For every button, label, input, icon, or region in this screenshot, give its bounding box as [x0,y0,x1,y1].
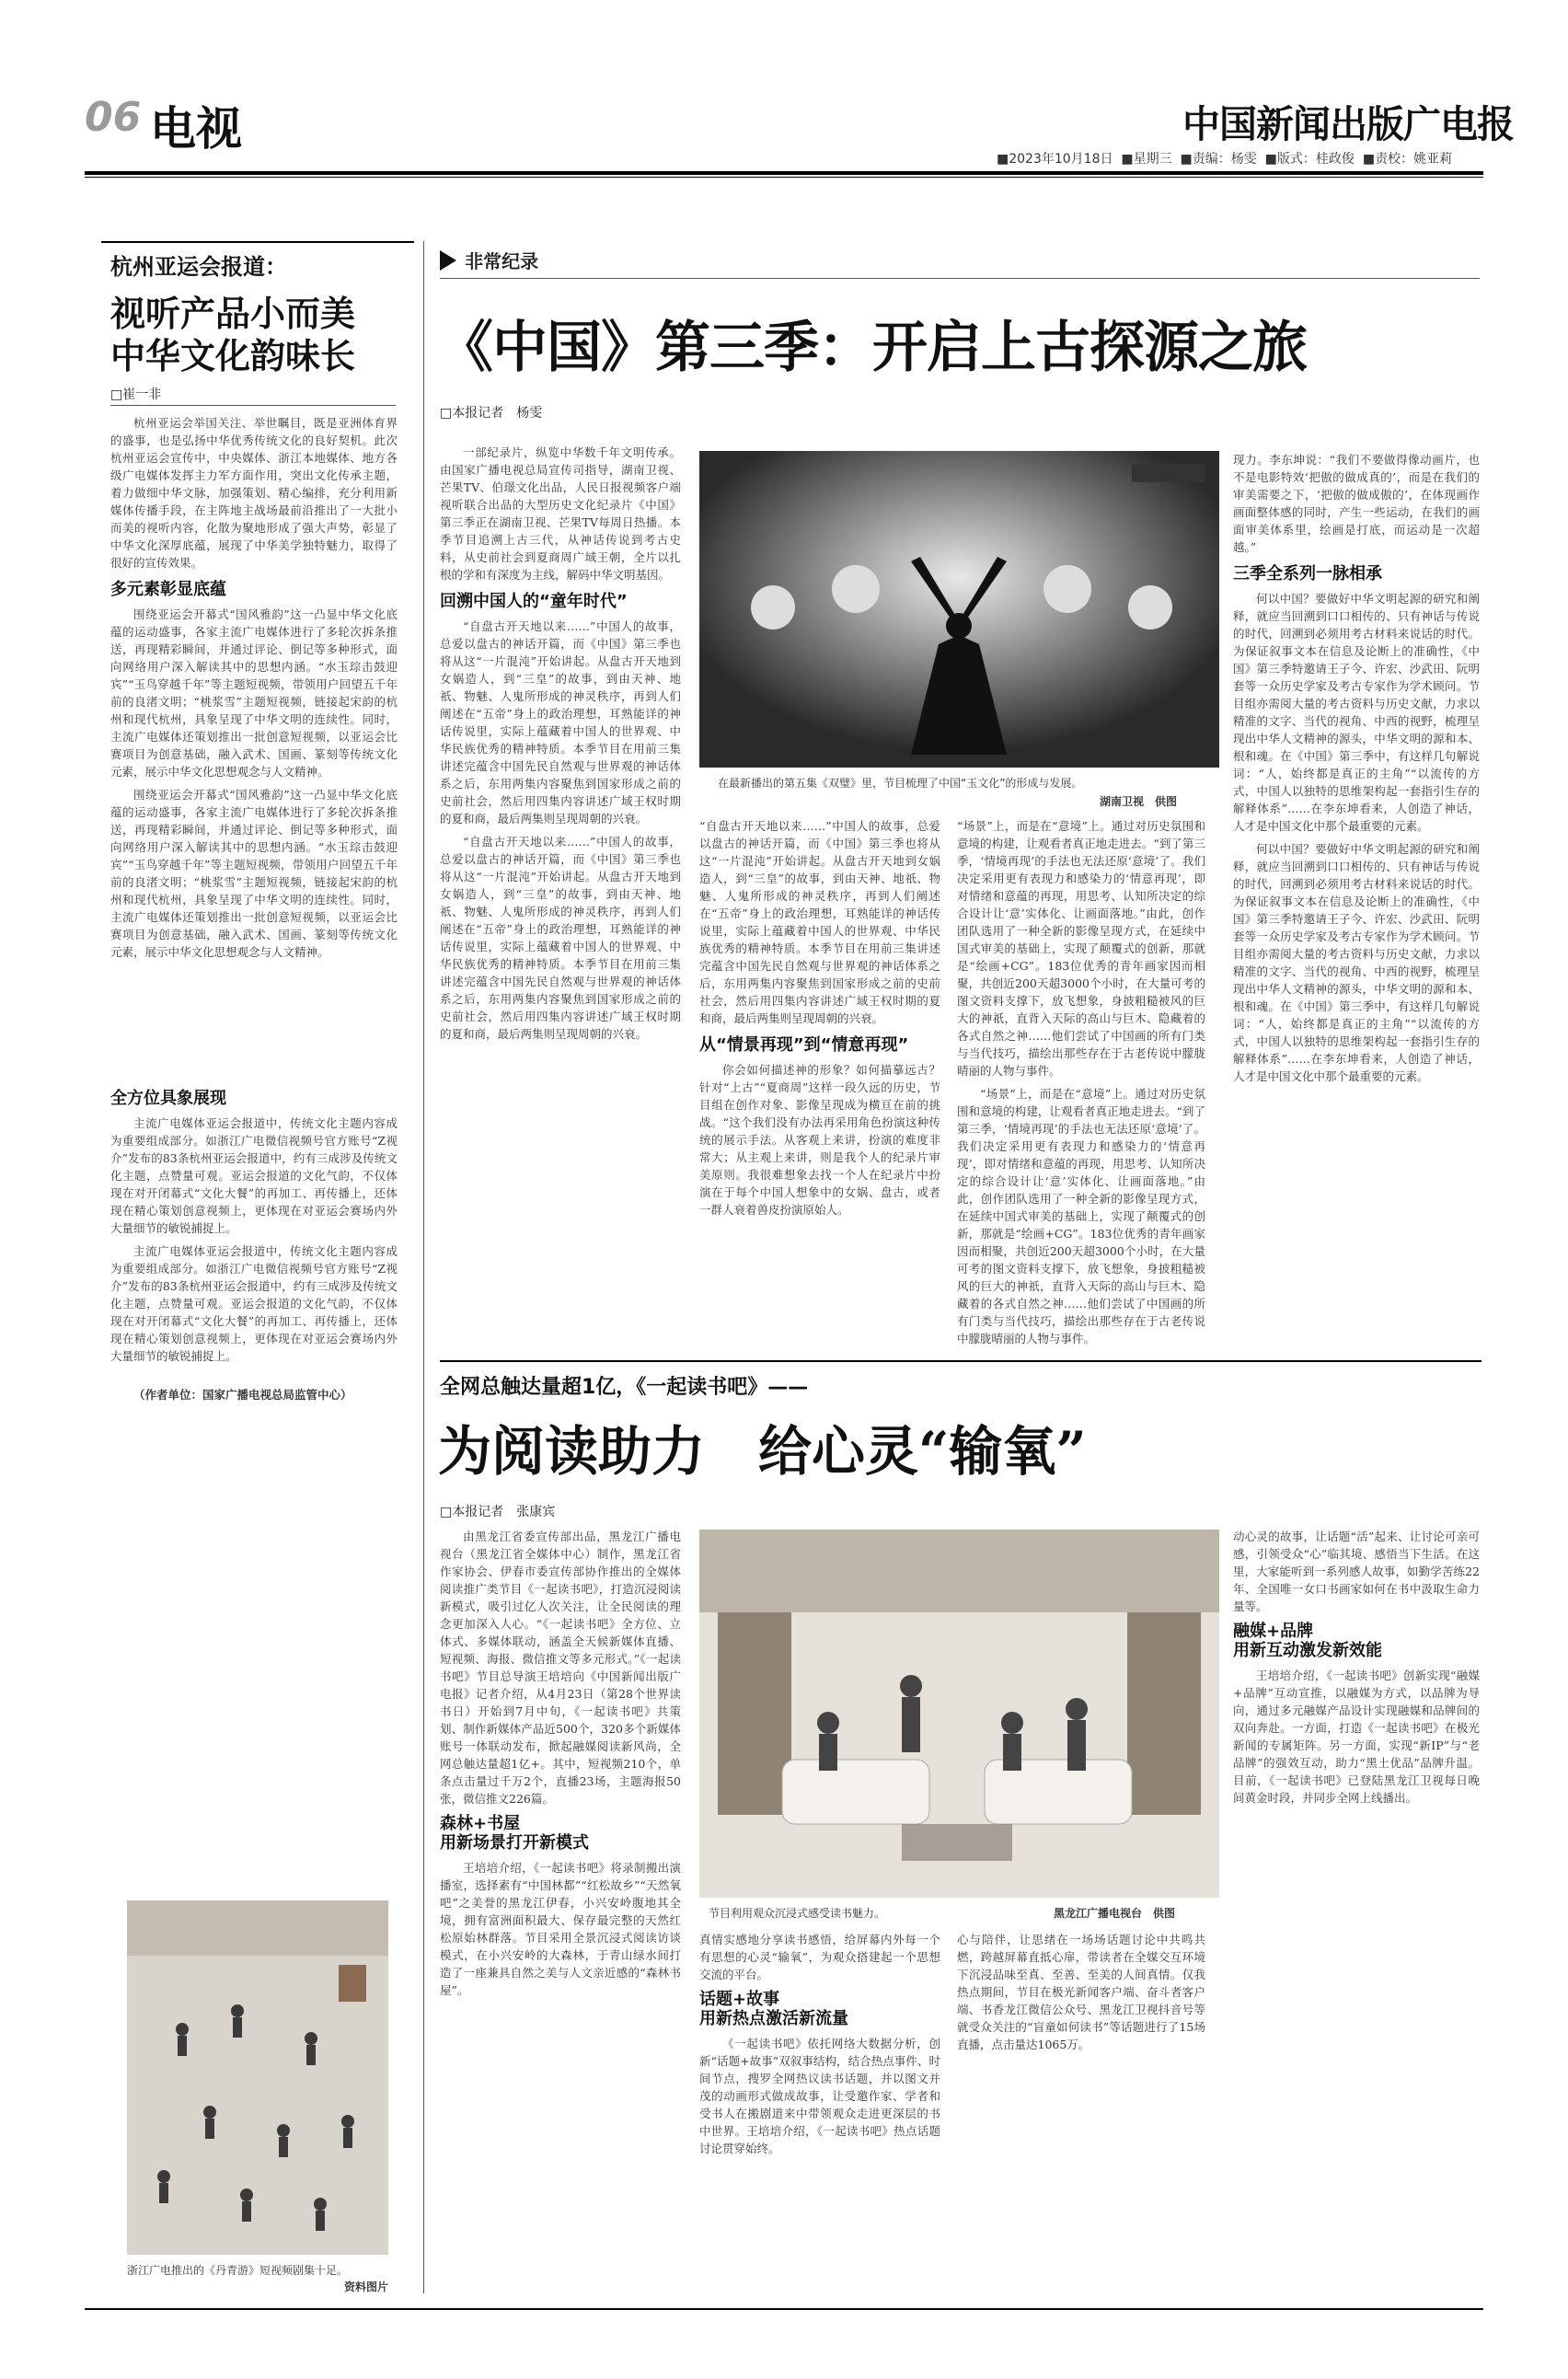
proof-credit: 责校：姚亚莉 [1375,152,1453,167]
left-byline: □崔一非 [110,387,162,402]
top-section1-text: “自盘古开天地以来……”中国人的故事，总爱以盘古的神话开篇，而《中国》第三季也将从这“一片混沌”开始讲起。从盘古开天地到女娲造人，到“三皇”的故事，到由天神、地祇、物魅、人鬼所形成的神灵秩序，再到人们阐述在“五帝”身上的政治理想，耳熟能详的神话传说里，实际上蕴藏着中国人的世界观、中华民族优秀的精神特质。本季节目在用前三集讲述完蕴含中国先民自然观与世界观的神话体系之后，东用两集内容聚焦到国家形成之前的史前社会，然后用四集内容讲述广域王权时期的夏和商，最后两集则呈现周朝的兴衰。 [440,619,681,826]
top-col2 [699,817,940,1353]
column-tag-rule [440,278,1480,279]
column-label: 非常纪录 [465,250,539,272]
left-section1-text-b: 围绕亚运会开幕式“国风雅韵”这一凸显中华文化底蕴的运动盛事，各家主流广电媒体进行了多轮次拆条推送，再现精彩瞬间，并通过评论、倒记等多种形式，面向网络用户深入解读其中的思想内涵。“水玉琮击鼓迎宾”“玉鸟穿越千年”等主题短视频，带领用户回望五千年前的良渚文明；“桃浆雪”主题短视频，链接起宋韵的杭州和现代杭州，具象呈现了中华文明的连续性。同时，主流广电媒体还策划推出一批创意短视频，以亚运会比赛项目为创意基础，融入武术、国画、篆刻等传统文化元素，展示中华文化思想观念与人文精神。 [110,788,398,959]
left-photo-credit: 资料图片 [343,2281,388,2293]
newspaper-masthead: 中国新闻出版广电报 [1182,102,1514,146]
bottom-section3-title: 融媒+品牌 [1233,1622,1314,1641]
layout-credit: 版式：桂政俊 [1276,152,1355,167]
top-col3-text-b: “场景”上，而是在“意境”上。通过对历史氛围和意境的构建，让观看者真正地走进去。“到了第三季，‘情境再现’的手法也无法还原‘意境’了。我们决定采用更有表现力和感染力的‘情意再现’，即对情绪和意蕴的再现，用思考、认知所决定的综合设计让‘意’实体化、让画面落地。”由此，创作团队选用了一种全新的影像呈现方式，在延续中国式审美的基础上，实现了颠覆式的创新，那就是“绘画+CG”。183位优秀的青年画家因而相聚，共创近200天超3000个小时，在大量可考的图文资料支撑下，放飞想象，身披粗糙被风的巨大的神祇，直背入天际的高山与巨木、隐藏着的各式自然之神……他们尝试了中国画的所有门类与当代技巧，描绘出那些存在于古老传说中朦胧晴丽的人物与事件。 [957,1087,1205,1345]
column-tag [440,247,538,273]
bottom-section2-text: 《一起读书吧》依托网络大数据分析，创新“话题+故事”双叙事结构，结合热点事件、时间节点，搜罗全网热议读书话题，并以图文并茂的动画形式做成故事，让受邀作家、学者和受书人在搬剧道来中带领观众走进更深层的书中世界。王培培介绍，《一起读书吧》热点话题讨论贯穿始终。 [699,2037,940,2155]
top-section1-text-b: “自盘古开天地以来……”中国人的故事，总爱以盘古的神话开篇，而《中国》第三季也将从这“一片混沌”开始讲起。从盘古开天地到女娲造人，到“三皇”的故事，到由天神、地祇、物魅、人鬼所形成的神灵秩序，再到人们阐述在“五帝”身上的政治理想，耳熟能详的神话传说里，实际上蕴藏着中国人的世界观、中华民族优秀的精神特质。本季节目在用前三集讲述完蕴含中国先民自然观与世界观的神话体系之后，东用两集内容聚焦到国家形成之前的史前社会，然后用四集内容讲述广域王权时期的夏和商，最后两集则呈现周朝的兴衰。 [440,835,681,1041]
left-title-line1: 视听产品小而美 [110,293,356,334]
top-section3-text-b: 何以中国？要做好中华文明起源的研究和阐释，就应当回溯到口口相传的、只有神话与传说的时代，回溯到必须用考古材料来说话的时代。为保证叙事文本在信息及论断上的准确性，《中国》第三季特邀请王子今、许宏、沙武田、阮明套等一众历史学家及考古专家作为学术顾问。节目组亦需阅大量的考古资料与历史文献，力求以精准的文字、当代的视角、中西的视野，梳理呈现出中华人文精神的源头，中华文明的源和本、根和魂。在《中国》第三季中，有这样几句解说词：“人，始终都是真正的主角”“以流传的方式，中国人以独特的思维架构起一套指引生存的解释体系”……在李东坤看来，人创造了神话，人才是中国文化中那个最重要的元素。 [1233,842,1480,1083]
section-name: 电视 [150,102,242,156]
left-section2-text: 主流广电媒体亚运会报道中，传统文化主题内容成为重要组成部分。如浙江广电微信视频号官方账号“Z视介”发布的83条杭州亚运会报道中，约有三成涉及传统文化主题，点赞量可观。亚运会报道的文化气韵，不仅体现在对开闭幕式“文化大餐”的再加工、再传播上，还体现在精心策划创意视频上，更体现在对亚运会赛场内外大量细节的敏锐捕捉上。 [110,1116,398,1235]
top-section3-title: 三季全系列一脉相承 [1233,564,1382,583]
top-byline: □本报记者 杨雯 [440,406,543,421]
top-photo [699,451,1219,768]
top-col4-text: 现力。李东坤说：“我们不要做得像动画片，也不是电影特效‘把傲的做成真的’，而是在我们的审美需要之下，‘把傲的做成傲的’，在体现画作画面整体感的同时，产生一些运动，在我们的画面审美体系里，绘画是打底，而运动是一次超越。” [1233,453,1480,554]
top-col1 [440,444,681,1353]
left-photo-caption [127,2262,388,2295]
bottom-section1-subtitle: 用新场景打开新模式 [440,1833,589,1853]
issue-weekday: 星期三 [1133,152,1172,167]
bottom-section2-subtitle: 用新热点激活新流量 [699,2009,848,2028]
left-section2-text-b: 主流广电媒体亚运会报道中，传统文化主题内容成为重要组成部分。如浙江广电微信视频号官方账号“Z视介”发布的83条杭州亚运会报道中，约有三成涉及传统文化主题，点赞量可观。亚运会报道的文化气韵，不仅体现在对开闭幕式“文化大餐”的再加工、再传播上，还体现在精心策划创意视频上，更体现在对亚运会赛场内外大量细节的敏锐捕捉上。 [110,1244,398,1363]
top-title: 《中国》第三季：开启上古探源之旅 [438,316,1307,380]
bottom-col2-text: 真情实感地分享读书感悟，给屏幕内外每一个有思想的心灵“输氧”，为观众搭建起一个思想交流的平台。 [699,1933,940,1981]
page-number: 06 [85,94,142,141]
bottom-photo [699,1530,1219,1898]
bottom-byline: □本报记者 张康宾 [440,1505,556,1519]
left-kicker: 杭州亚运会报道： [110,254,287,280]
left-photo [127,1900,388,2255]
top-lead: 一部纪录片，纵览中华数千年文明传承。由国家广播电视总局宣传司指导，湖南卫视、芒果TV、伯璟文化出品，人民日报视频客户端视听联合出品的大型历史文化纪录片《中国》第三季正在湖南卫视、芒果TV每周日热播。本季节目追溯上古三代，从神话传说到考古史料，从史前社会到夏商周广域王朝，全片以扎根的学和有深度为主线，解码中华文明基因。 [440,445,681,582]
left-top-rule [101,241,414,243]
bottom-section1-title: 森林+书屋 [440,1814,521,1833]
bottom-section1-text: 王培培介绍，《一起读书吧》将录制搬出演播室，选择素有“中国林都”“红松故乡”“天然氧吧”之美誉的黑龙江伊春，小兴安岭腹地其全境，拥有富洲面积最大、保存最完整的天然红松原始林群落。节目采用全景沉浸式阅读访谈模式，在小兴安岭的大森林，于青山绿水间打造了一座兼具自然之美与人文亲近感的“森林书屋”。 [440,1861,681,1997]
top-col4 [1233,451,1480,1353]
mid-divider [440,1360,1482,1362]
left-author-note: （作者单位：国家广播电视总局监管中心） [133,1388,352,1402]
bottom-col4-text: 动心灵的故事，让话题“活”起来、让讨论可亲可感，引领受众“心”临其境、感悟当下生活。在这里，大家能听到一系列感人故事，如勤学苦练22年、全国唯一女口书画家如何在书中汲取生命力量等。 [1233,1530,1480,1613]
top-section3-text: 何以中国？要做好中华文明起源的研究和阐释，就应当回溯到口口相传的、只有神话与传说的时代，回溯到必须用考古材料来说话的时代。为保证叙事文本在信息及论断上的准确性，《中国》第三季特邀请王子今、许宏、沙武田、阮明套等一众历史学家及考古专家作为学术顾问。节目组亦需阅大量的考古资料与历史文献，力求以精准的文字、当代的视角、中西的视野，梳理呈现出中华人文精神的源头，中华文明的源和本、根和魂。在《中国》第三季中，有这样几句解说词：“人，始终都是真正的主角”“以流传的方式，中国人以独特的思维架构起一套指引生存的解释体系”……在李东坤看来，人创造了神话，人才是中国文化中那个最重要的元素。 [1233,592,1480,833]
bottom-photo-caption: 节目利用观众沉浸式感受读书魅力。 [709,1907,886,1920]
top-section2-text: 你会如何描述神的形象？如何描摹远古？针对“上古”“夏商周”这样一段久远的历史，节目组在创作对象、影像呈现成为横亘在前的挑战。“这个我们没有办法再采用角色扮演这种传统的展示手法。从客观上来讲，扮演的难度非常大；从主观上来讲，则是我个人的纪录片审美原则。我很难想象去找一个人在纪录片中扮演在于每个中国人想象中的女娲、盘古，或者一群人衰着兽皮扮演原始人。 [699,1063,940,1217]
bottom-col4 [1233,1528,1480,2293]
header-rule-thin [85,177,1483,178]
bottom-kicker: 全网总触达量超1亿，《一起读书吧》—— [440,1376,809,1399]
left-lead: 杭州亚运会举国关注、举世瞩目，既是亚洲体育界的盛事，也是弘扬中华优秀传统文化的良好契机。此次杭州亚运会宣传中，中央媒体、浙江本地媒体、地方各级广电媒体发挥主力军方面作用，突出文化传承主题，着力做细中华文脉，加强策划、精心编排，充分利用新媒体传播手段，在主阵地主战场最前沿推出了一大批小而美的视听内容，化散为聚地形成了强大声势，彰显了中华文化深厚底蕴，展现了中华美学独特魅力，取得了很好的宣传效果。 [110,416,398,570]
editor-credit: 责编：杨雯 [1192,152,1257,167]
bottom-col1 [440,1528,681,2293]
bottom-title: 为阅读助力 给心灵“输氧” [438,1420,1087,1483]
left-title-underline [110,405,396,406]
bottom-col3-text: 心与陪伴，让思绪在一场场话题讨论中共鸣共燃，跨越屏幕直抵心扉，带读者在全媒交互环境下沉浸品味至真、至善、至美的人间真情。仅我热点期间，节目在极光新闻客户端、奋斗者客户端、书香龙江微信公众号、黑龙江卫视抖音号等就受众关注的“盲童如何读书”等话题进行了15场直播，点击量达1065万。 [957,1933,1205,2051]
bottom-section2-title: 话题+故事 [699,1990,780,2009]
left-body [110,414,398,1864]
bottom-photo-credit: 黑龙江广播电视台 供图 [1054,1907,1176,1920]
play-icon [440,250,456,271]
footer-rule [85,2308,1483,2310]
issue-info: ■2023年10月18日 ■星期三 ■责编：杨雯 ■版式：桂政俊 ■责校：姚亚莉 [997,152,1453,167]
left-section1-title: 多元素彰显底蕴 [110,580,226,599]
left-section1-text: 围绕亚运会开幕式“国风雅韵”这一凸显中华文化底蕴的运动盛事，各家主流广电媒体进行了多轮次拆条推送，再现精彩瞬间，并通过评论、倒记等多种形式，面向网络用户深入解读其中的思想内涵。“水玉琮击鼓迎宾”“玉鸟穿越千年”等主题短视频，带领用户回望五千年前的良渚文明；“桃浆雪”主题短视频，链接起宋韵的杭州和现代杭州，具象呈现了中华文明的连续性。同时，主流广电媒体还策划推出一批创意短视频，以亚运会比赛项目为创意基础，融入武术、国画、篆刻等传统文化元素，展示中华文化思想观念与人文精神。 [110,607,398,779]
left-title-line2: 中华文化韵味长 [110,335,356,376]
vertical-divider [423,241,424,2293]
left-section2-title: 全方位具象展现 [110,1089,226,1108]
bottom-col2 [699,1931,940,2293]
top-section1-title: 回溯中国人的“童年时代” [440,592,628,611]
documentary-still-image [699,451,1219,768]
top-col3-text: “场景”上，而是在“意境”上。通过对历史氛围和意境的构建，让观看者真正地走进去。“到了第三季，‘情境再现’的手法也无法还原‘意境’了。我们决定采用更有表现力和感染力的‘情意再现’，即对情绪和意蕴的再现，用思考、认知所决定的综合设计让‘意’实体化、让画面落地。”由此，创作团队选用了一种全新的影像呈现方式，在延续中国式审美的基础上，实现了颠覆式的创新，那就是“绘画+CG”。183位优秀的青年画家因而相聚，共创近200天超3000个小时，在大量可考的图文资料支撑下，放飞想象，身披粗糙被风的巨大的神祇，直背入天际的高山与巨木、隐藏着的各式自然之神……他们尝试了中国画的所有门类与当代技巧，描绘出那些存在于古老传说中朦胧晴丽的人物与事件。 [957,819,1205,1078]
top-photo-caption: 在最新播出的第五集《双璧》里，节目梳理了中国“玉文化”的形成与发展。 [718,777,1083,790]
archery-painting-image [127,1900,388,2255]
bottom-section3-text: 王培培介绍，《一起读书吧》创新实现“融媒+品牌”互动宣推，以融媒为方式，以品牌为导向，通过多元融媒产品设计实现融媒和品牌间的双向奔赴。一方面，打造《一起读书吧》在极光新闻的专属矩阵。另一方面，实现“新IP”与“老品牌”的强效互动，助力“黑土优品”品牌升温。目前，《一起读书吧》已登陆黑龙江卫视每日晚间黄金时段，并同步全网上线播出。 [1233,1669,1480,1805]
top-col2-text: “自盘古开天地以来……”中国人的故事，总爱以盘古的神话开篇，而《中国》第三季也将从这“一片混沌”开始讲起。从盘古开天地到女娲造人，到“三皇”的故事，到由天神、地祇、物魅、人鬼所形成的神灵秩序，再到人们阐述在“五帝”身上的政治理想，耳熟能详的神话传说里，实际上蕴藏着中国人的世界观、中华民族优秀的精神特质。本季节目在用前三集讲述完蕴含中国先民自然观与世界观的神话体系之后，东用两集内容聚焦到国家形成之前的史前社会，然后用四集内容讲述广域王权时期的夏和商，最后两集则呈现周朝的兴衰。 [699,819,940,1025]
bottom-section3-subtitle: 用新互动激发新效能 [1233,1641,1382,1660]
top-photo-credit: 湖南卫视 供图 [1100,795,1178,808]
top-col3 [957,817,1205,1353]
header-rule [85,171,1483,175]
top-section2-title: 从“情景再现”到“情意再现” [699,1035,909,1055]
left-photo-caption-text: 浙江广电推出的《丹青游》短视频剧集十足。 [127,2264,349,2277]
bottom-lead: 由黑龙江省委宣传部出品，黑龙江广播电视台（黑龙江省全媒体中心）制作，黑龙江省作家协会、伊春市委宣传部协作推出的全媒体阅读推广类节目《一起读书吧》，打造沉浸阅读新模式，吸引过亿人次关注，让全民阅读的理念更加深入人心。“《一起读书吧》全方位、立体式、多媒体联动，涵盖全天候新媒体直播、短视频、海报、微信推文等多元形式。”《一起读书吧》节目总导演王培培向《中国新闻出版广电报》记者介绍，从4月23日（第28个世界读书日）开始到7月中旬，《一起读书吧》共策划、制作新媒体产品近500个，320多个新媒体账号一体联动发布，掀起融媒阅读新风尚，全网总触达量超1亿+。其中，短视频210个，单条点击量过千万2个，直播23场，主题海报50张，微信推文226篇。 [440,1530,681,1806]
issue-date: 2023年10月18日 [1009,152,1113,167]
reading-studio-image [699,1530,1219,1898]
bottom-col3 [957,1931,1205,2293]
